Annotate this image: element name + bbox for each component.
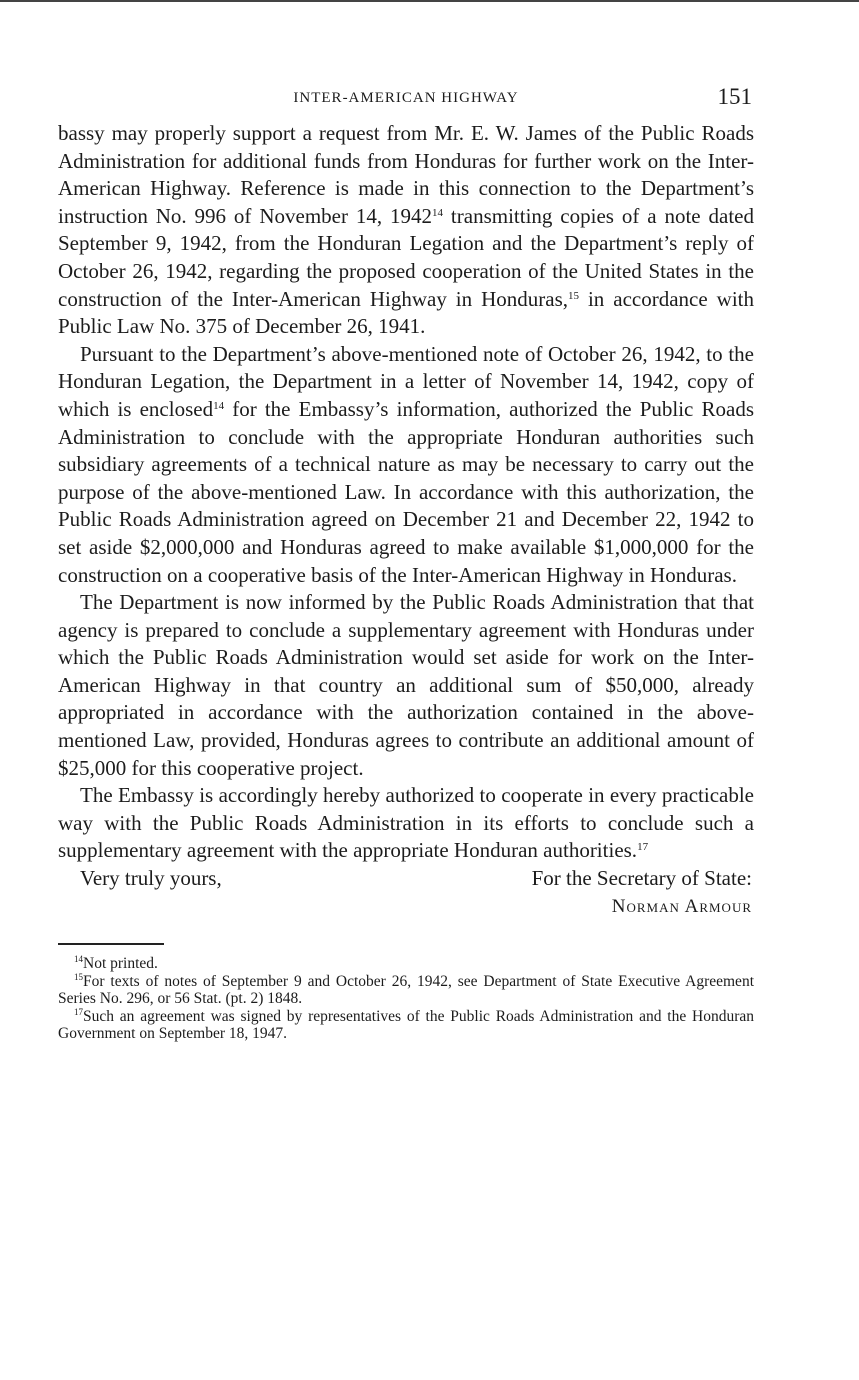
page-number: 151 xyxy=(717,84,752,109)
letter-body xyxy=(58,120,754,865)
footnote-14 xyxy=(58,955,754,973)
letter-closing xyxy=(58,865,754,921)
paragraph-text: The Department is now informed by the Public Roads Administration that that agency is prepared to conclude a supplementary agreement with Honduras under which the Public Roads Administration would set aside for work on the Inter-American Highway in that country an additional sum of $50,000, already appropriated in accordance with the authorization contained in the above-mentioned Law, provided, Honduras agrees to contribute an additional amount of $25,000 for this cooperative project. xyxy=(58,590,754,780)
footnote-text: For texts of notes of September 9 and October 26, 1942, see Department of State Executive Agreement Series No. 296, or 56 Stat. (pt. 2) 1848. xyxy=(58,972,754,1008)
paragraph-text: The Embassy is accordingly hereby authorized to cooperate in every practicable way with the Public Roads Administration in its efforts to conclude such a supplementary agreement with the appropriate Honduran authorities. xyxy=(58,783,754,863)
paragraph-4 xyxy=(58,782,754,865)
running-title: INTER-AMERICAN HIGHWAY xyxy=(293,90,519,106)
page-top-edge xyxy=(0,0,859,2)
paragraph-2 xyxy=(58,341,754,589)
paragraph-text: Pursuant to the Department’s above-mentioned note of October 26, 1942, to the Honduran Legation, the Department in a letter of November 14, 1942, copy of which is enclosed xyxy=(58,341,754,421)
footnote-ref: 14 xyxy=(213,399,225,412)
paragraph-text: transmitting copies of a note dated September 9, 1942, from the Honduran Legation and the Department’s reply of October 26, 1942, regarding the proposed cooperation of the United States in the construction of the Inter-American Highway in Honduras, xyxy=(58,203,754,311)
footnote-17 xyxy=(58,1008,754,1043)
footnote-divider xyxy=(58,943,164,945)
footnote-ref: 17 xyxy=(637,841,649,854)
footnote-mark: 17 xyxy=(74,1006,83,1017)
footnote-text: Such an agreement was signed by representatives of the Public Roads Administration and the Honduran Government on September 18, 1947. xyxy=(58,1007,754,1043)
page-header xyxy=(58,84,754,120)
footnote-text: Not printed. xyxy=(83,955,158,973)
signature: Norman Armour xyxy=(611,896,752,918)
paragraph-text: for the Embassy’s information, authorized the Public Roads Administration to conclude with the appropriate Honduran authorities such subsidiary agreements of a technical nature as may be necessary to carry out the purpose of the above-mentioned Law. In accordance with this authorization, the Public Roads Administration agreed on December 21 and December 22, 1942 to set aside $2,000,000 and Honduras agreed to make available $1,000,000 for the construction on a cooperative basis of the Inter-American Highway in Honduras. xyxy=(58,396,754,587)
footnote-mark: 15 xyxy=(74,971,83,982)
footnote-mark: 14 xyxy=(74,954,83,965)
paragraph-3 xyxy=(58,589,754,782)
paragraph-1 xyxy=(58,120,754,341)
paragraph-text: bassy may properly support a request from Mr. E. W. James of the Public Roads Administration for additional funds from Honduras for further work on the Inter-American Highway. Reference is made in this connection to the Department’s instruction No. 996 of November 14, 1942 xyxy=(58,121,754,228)
footnote-15 xyxy=(58,973,754,1008)
for-line: For the Secretary of State: xyxy=(531,866,752,891)
footnote-ref: 14 xyxy=(432,206,444,219)
salutation: Very truly yours, xyxy=(80,866,222,891)
document-page xyxy=(58,84,754,1043)
footnote-ref: 15 xyxy=(568,289,579,302)
paragraph-text: in accordance with Public Law No. 375 of December 26, 1941. xyxy=(58,286,754,339)
footnotes xyxy=(58,955,754,1043)
